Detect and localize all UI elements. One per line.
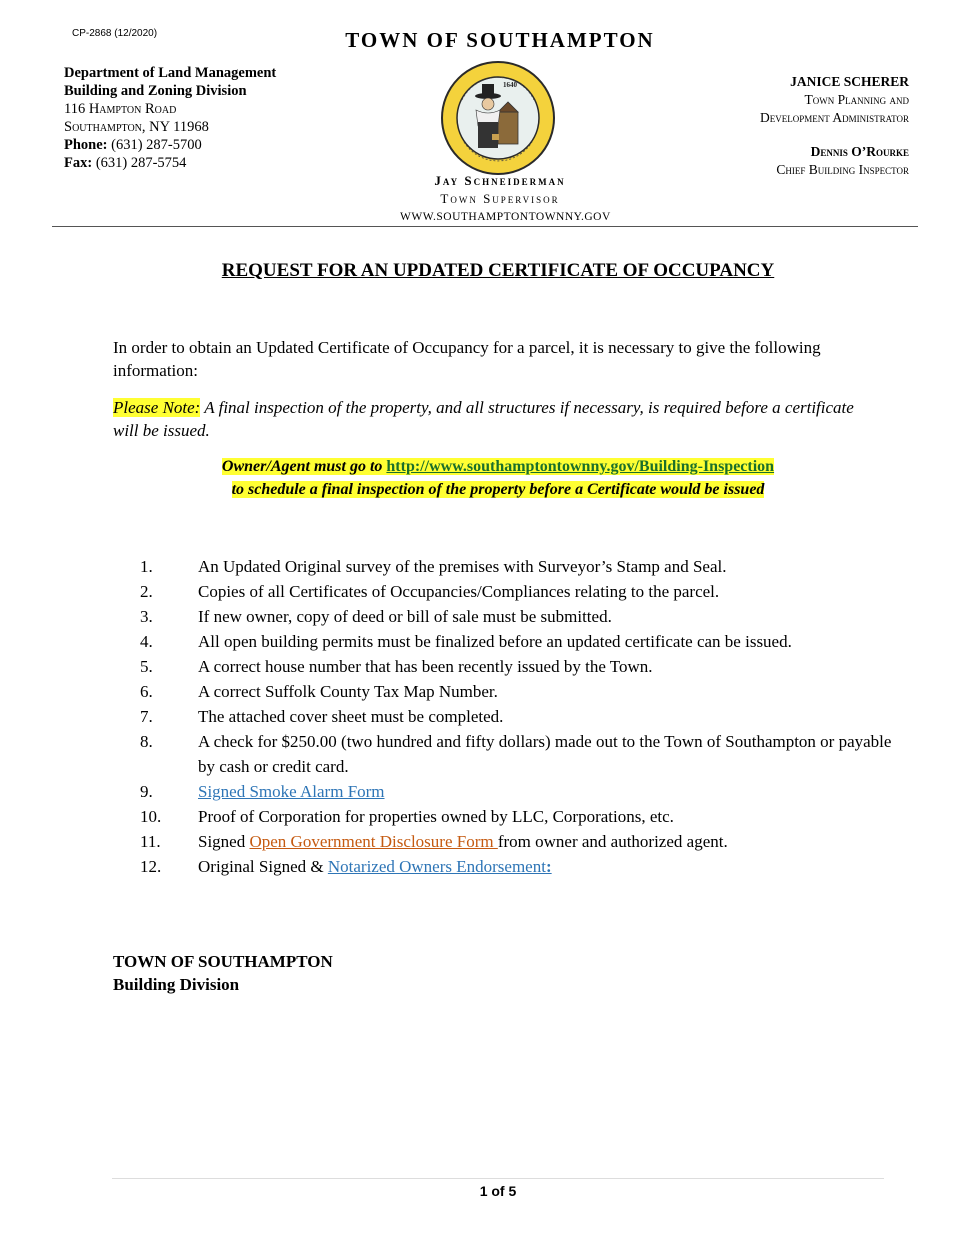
list-item bbox=[140, 629, 900, 654]
list-item bbox=[140, 829, 900, 854]
item-text: The attached cover sheet must be completed. bbox=[198, 707, 504, 726]
inspector-title: Chief Building Inspector bbox=[776, 162, 909, 177]
officials-block bbox=[760, 73, 909, 179]
supervisor-block bbox=[400, 172, 611, 226]
address-line-1: 116 Hampton Road bbox=[64, 101, 177, 117]
item-text: Copies of all Certificates of Occupancies/Compliances relating to the parcel. bbox=[198, 582, 720, 601]
item-number: 7. bbox=[140, 707, 153, 726]
item-number: 8. bbox=[140, 732, 153, 751]
list-item bbox=[140, 579, 900, 604]
intro-paragraph: In order to obtain an Updated Certificate of Occupancy for a parcel, it is necessary to give the following information: bbox=[113, 338, 821, 380]
please-note-paragraph bbox=[113, 396, 873, 442]
disclosure-form-link[interactable]: Open Government Disclosure Form bbox=[249, 832, 498, 851]
item-number: 12. bbox=[140, 857, 162, 876]
footer-town: TOWN OF SOUTHAMPTON bbox=[113, 952, 333, 971]
owners-endorsement-link[interactable]: Notarized Owners Endorsement bbox=[327, 857, 546, 876]
fax-label: Fax: bbox=[64, 155, 93, 171]
document-title: REQUEST FOR AN UPDATED CERTIFICATE OF OCCUPANCY bbox=[221, 260, 775, 281]
inspector-name: Dennis O’Rourke bbox=[810, 144, 909, 159]
supervisor-title: Town Supervisor bbox=[440, 191, 560, 206]
list-item bbox=[140, 654, 900, 679]
owner-notice-prefix: Owner/Agent must go to bbox=[221, 458, 387, 475]
division-name: Building and Zoning Division bbox=[64, 83, 247, 99]
smoke-alarm-form-link[interactable]: Signed Smoke Alarm Form bbox=[198, 782, 385, 801]
item-number: 3. bbox=[140, 607, 153, 626]
item-text: An Updated Original survey of the premises with Surveyor’s Stamp and Seal. bbox=[198, 557, 727, 576]
list-item bbox=[140, 804, 900, 829]
owner-agent-notice bbox=[0, 455, 960, 501]
list-item bbox=[140, 729, 900, 779]
administrator-title-1: Town Planning and bbox=[804, 92, 909, 107]
administrator-title-2: Development Administrator bbox=[760, 110, 909, 125]
item-text-prefix: Original Signed & bbox=[198, 857, 328, 876]
item-text-suffix: from owner and authorized agent. bbox=[497, 832, 728, 851]
item-number: 6. bbox=[140, 682, 153, 701]
header-divider bbox=[52, 226, 918, 227]
requirements-list bbox=[140, 554, 900, 879]
list-item bbox=[140, 679, 900, 704]
item-number: 9. bbox=[140, 782, 153, 801]
town-title: TOWN OF SOUTHAMPTON bbox=[345, 28, 655, 52]
item-text: A correct house number that has been recently issued by the Town. bbox=[198, 657, 653, 676]
please-note-text: A final inspection of the property, and all structures if necessary, is required before a certificate will be issued. bbox=[113, 398, 854, 440]
item-number: 2. bbox=[140, 582, 153, 601]
list-item bbox=[140, 704, 900, 729]
item-number: 10. bbox=[140, 807, 162, 826]
item-text-prefix: Signed bbox=[198, 832, 250, 851]
footer-division: Building Division bbox=[113, 975, 240, 994]
item-number: 11. bbox=[140, 832, 161, 851]
item-number: 4. bbox=[140, 632, 153, 651]
supervisor-name: Jay Schneiderman bbox=[434, 173, 566, 188]
website: WWW.SOUTHAMPTONTOWNNY.GOV bbox=[400, 211, 611, 223]
phone-number: (631) 287-5700 bbox=[111, 137, 202, 153]
please-note-label: Please Note: bbox=[113, 398, 201, 417]
list-item bbox=[140, 604, 900, 629]
fax-line bbox=[64, 154, 276, 172]
administrator-name: JANICE SCHERER bbox=[790, 74, 909, 89]
phone-line bbox=[64, 136, 276, 154]
department-name: Department of Land Management bbox=[64, 65, 277, 81]
seal-year: 1640 bbox=[503, 81, 517, 89]
page-number: 1 of 5 bbox=[479, 1183, 517, 1199]
item-number: 5. bbox=[140, 657, 153, 676]
address-line-2: Southampton, NY 11968 bbox=[64, 119, 209, 135]
item-text: If new owner, copy of deed or bill of sale must be submitted. bbox=[198, 607, 612, 626]
owner-notice-line-2: to schedule a final inspection of the property before a Certificate would be issued bbox=[231, 481, 765, 498]
item-text: Proof of Corporation for properties owned by LLC, Corporations, etc. bbox=[198, 807, 674, 826]
town-seal-logo bbox=[440, 60, 556, 176]
list-item bbox=[140, 554, 900, 579]
building-inspection-link[interactable]: http://www.southamptontownny.gov/Building-Inspection bbox=[386, 458, 775, 475]
item-number: 1. bbox=[140, 557, 153, 576]
fax-number: (631) 287-5754 bbox=[95, 155, 187, 171]
item-text: A correct Suffolk County Tax Map Number. bbox=[198, 682, 498, 701]
list-item bbox=[140, 854, 900, 879]
footer-signature bbox=[113, 950, 333, 996]
footer-divider bbox=[112, 1178, 884, 1179]
item-text-suffix: : bbox=[545, 857, 552, 876]
item-text: A check for $250.00 (two hundred and fifty dollars) made out to the Town of Southampton or payable by cash or credit card. bbox=[198, 732, 892, 776]
phone-label: Phone: bbox=[64, 137, 108, 153]
item-text: All open building permits must be finalized before an updated certificate can be issued. bbox=[198, 632, 792, 651]
department-address-block bbox=[64, 64, 276, 172]
seal-icon bbox=[440, 60, 556, 176]
list-item bbox=[140, 779, 900, 804]
form-code: CP-2868 (12/2020) bbox=[72, 28, 158, 39]
